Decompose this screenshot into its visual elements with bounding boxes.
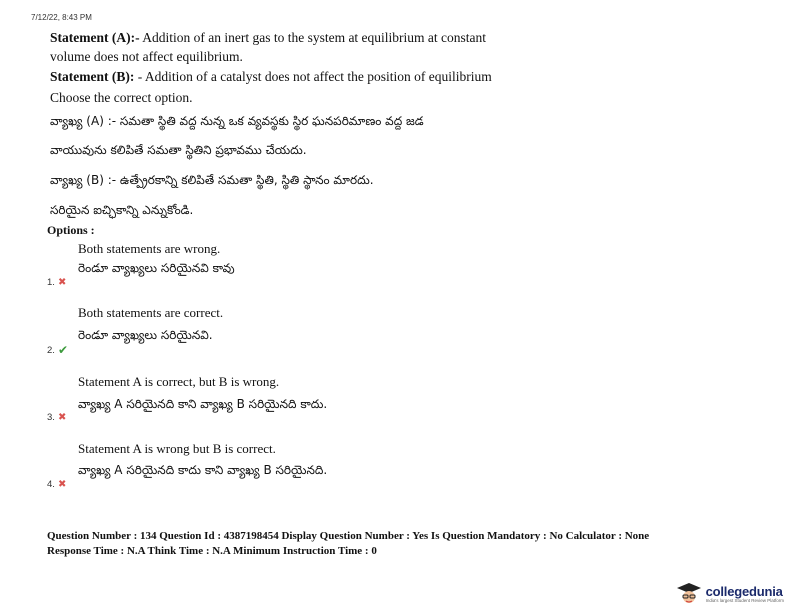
option-3-telugu: వ్యాఖ్య A సరియైనది కాని వ్యాఖ్య B సరియైనది కాదు. [78,397,328,411]
option-number: 2. [47,344,55,356]
option-2-number [47,343,68,357]
option-3-english: Statement A is correct, but B is wrong. [78,374,280,389]
option-4-number [47,479,66,490]
timestamp: 7/12/22, 8:43 PM [31,13,92,22]
statement-a-label: Statement (A):- [50,30,140,45]
options-label: Options : [47,223,95,237]
option-number: 4. [47,479,55,490]
telugu-statement-a-line1: వ్యాఖ్య (A) :- సమతా స్థితి వద్ద నున్న ఒక వ్యవస్థకు స్థిర ఘనపరిమాణం వద్ద జడ [50,114,424,128]
wrong-mark-icon: ✖ [57,479,67,490]
option-number: 3. [47,412,55,423]
telugu-statement-a-line2: వాయువును కలిపితే సమతా స్థితిని ప్రభావము చేయదు. [50,143,307,157]
statement-b-text: - Addition of a catalyst does not affect the position of equilibrium [134,69,492,84]
instruction: Choose the correct option. [50,90,193,105]
question-metadata-line2: Response Time : N.A Think Time : N.A Minimum Instruction Time : 0 [47,545,377,557]
option-number: 1. [47,277,55,288]
logo-tagline: India's largest Student Review Platform [705,597,784,603]
statement-b [50,68,492,86]
option-4-english: Statement A is wrong but B is correct. [78,441,276,456]
option-2-english: Both statements are correct. [78,305,224,320]
wrong-mark-icon: ✖ [57,412,67,423]
statement-a-line1 [50,29,486,47]
telugu-instruction: సరియైన ఐచ్ఛికాన్ని ఎన్నుకోండి. [50,203,194,217]
logo-name: collegedunia [705,583,783,599]
telugu-statement-b: వ్యాఖ్య (B) :- ఉత్ప్రేరకాన్ని కలిపితే సమతా స్థితి, స్థితి స్థానం మారదు. [50,173,374,187]
statement-b-label: Statement (B): [50,69,135,84]
option-4-telugu: వ్యాఖ్య A సరియైనది కాదు కాని వ్యాఖ్య B సరియైనది. [78,463,328,477]
graduate-cap-icon [676,582,702,604]
statement-a-text: Addition of an inert gas to the system at equilibrium at constant [139,30,487,45]
wrong-mark-icon: ✖ [57,277,67,288]
option-3-number [47,412,66,423]
option-1-english: Both statements are wrong. [78,241,221,256]
option-1-number [47,277,66,288]
statement-a-line2: volume does not affect equilibrium. [50,49,243,64]
collegedunia-logo [676,582,784,604]
option-1-telugu: రెండూ వ్యాఖ్యలు సరియైనవి కావు [78,261,235,275]
question-metadata-line1: Question Number : 134 Question Id : 4387198454 Display Question Number : Yes Is Question Mandatory : No Calculator : None [47,530,650,542]
correct-check-icon: ✔ [57,343,68,357]
option-2-telugu: రెండూ వ్యాఖ్యలు సరియైనవి. [78,328,213,342]
